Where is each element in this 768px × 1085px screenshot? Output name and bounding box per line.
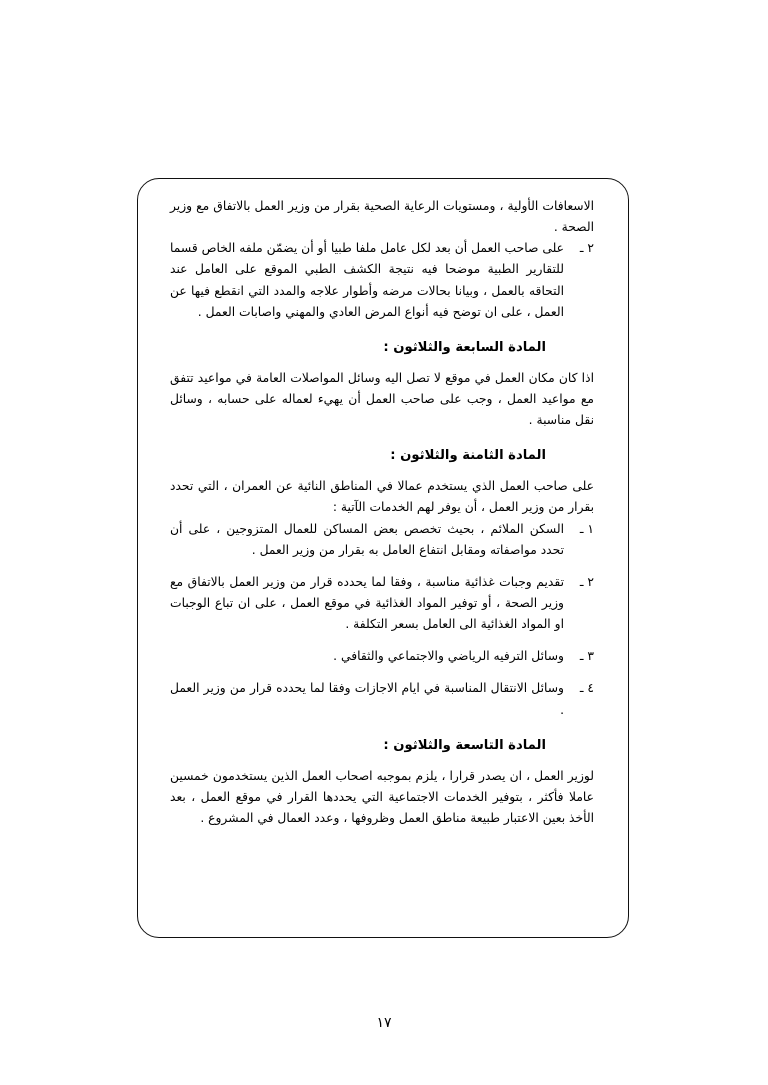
paragraph-intro: الاسعافات الأولية ، ومستويات الرعاية الصحية بقرار من وزير العمل بالاتفاق مع وزير الصحة . [170, 199, 594, 235]
list-item-text: تقديم وجبات غذائية مناسبة ، وفقا لما يحدده قرار من وزير العمل بالاتفاق مع وزير الصحة ، أو توفير المواد الغذائية في موقع العمل ، على ان تباع الوجبات او المواد الغذائية الى العامل بسعر التكلفة . [170, 574, 564, 632]
page-number: ١٧ [376, 1015, 392, 1031]
list-item [170, 646, 594, 667]
list-item-index: ٤ [587, 681, 594, 696]
list-item-dash: ـ [579, 241, 584, 256]
list-item-number [564, 572, 594, 635]
article-heading-37: المادة السابعة والثلاثون : [383, 339, 546, 355]
list-item-index: ٢ [587, 574, 594, 589]
paragraph-article-38: على صاحب العمل الذي يستخدم عمالا في المناطق النائية عن العمران ، التي تحدد بقرار من وزير العمل ، أن يوفر لهم الخدمات الآتية : [170, 479, 594, 515]
list-item [170, 238, 594, 323]
list-item-index: ٢ [587, 241, 594, 256]
list-item-number [564, 519, 594, 561]
list-item-number [564, 238, 594, 323]
list-item-dash: ـ [579, 649, 584, 664]
list-item-index: ٣ [587, 649, 594, 664]
list-item-dash: ـ [579, 521, 584, 536]
list-item [170, 678, 594, 720]
article-heading-38: المادة الثامنة والثلاثون : [390, 448, 546, 464]
paragraph-article-37: اذا كان مكان العمل في موقع لا تصل اليه وسائل المواصلات العامة في مواعيد تتفق مع مواعيد العمل ، وجب على صاحب العمل أن يهيء لعماله على حسابه ، وسائل نقل مناسبة . [170, 370, 594, 428]
page-content [170, 196, 594, 829]
list-item-text: السكن الملائم ، بحيث تخصص بعض المساكن للعمال المتزوجين ، على أن تحدد مواصفاته ومقابل انتفاع العامل به بقرار من وزير العمل . [170, 521, 564, 557]
list-item [170, 519, 594, 561]
list-item-text: وسائل الانتقال المناسبة في ايام الاجازات وفقا لما يحدده قرار من وزير العمل . [170, 681, 564, 717]
list-item-dash: ـ [579, 574, 584, 589]
list-item-number [564, 678, 594, 720]
list-item-text: على صاحب العمل أن بعد لكل عامل ملفا طبيا أو أن يضمّن ملفه الخاص قسما للتقارير الطبية موضحا فيه نتيجة الكشف الطبي الموقع على العامل عند التحاقه بالعمل ، وبيانا بحالات مرضه وأطوار علاجه والمدد التي انقطع فيها عن العمل ، على ان توضح فيه أنواع المرض العادي والمهني واصابات العمل . [170, 241, 564, 319]
list-item-index: ١ [587, 521, 594, 536]
paragraph-article-39: لوزير العمل ، ان يصدر قرارا ، يلزم بموجبه اصحاب العمل الذين يستخدمون خمسين عاملا فأكثر ، بتوفير الخدمات الاجتماعية التي يحددها القرار في موقع العمل ، بعد الأخذ بعين الاعتبار طبيعة مناطق العمل وظروفها ، وعدد العمال في المشروع . [170, 768, 594, 825]
list-item [170, 572, 594, 635]
list-item-text: وسائل الترفيه الرياضي والاجتماعي والثقافي . [333, 649, 564, 664]
article-heading-39: المادة التاسعة والثلاثون : [383, 737, 546, 753]
list-item-dash: ـ [579, 681, 584, 696]
list-item-number [564, 646, 594, 667]
